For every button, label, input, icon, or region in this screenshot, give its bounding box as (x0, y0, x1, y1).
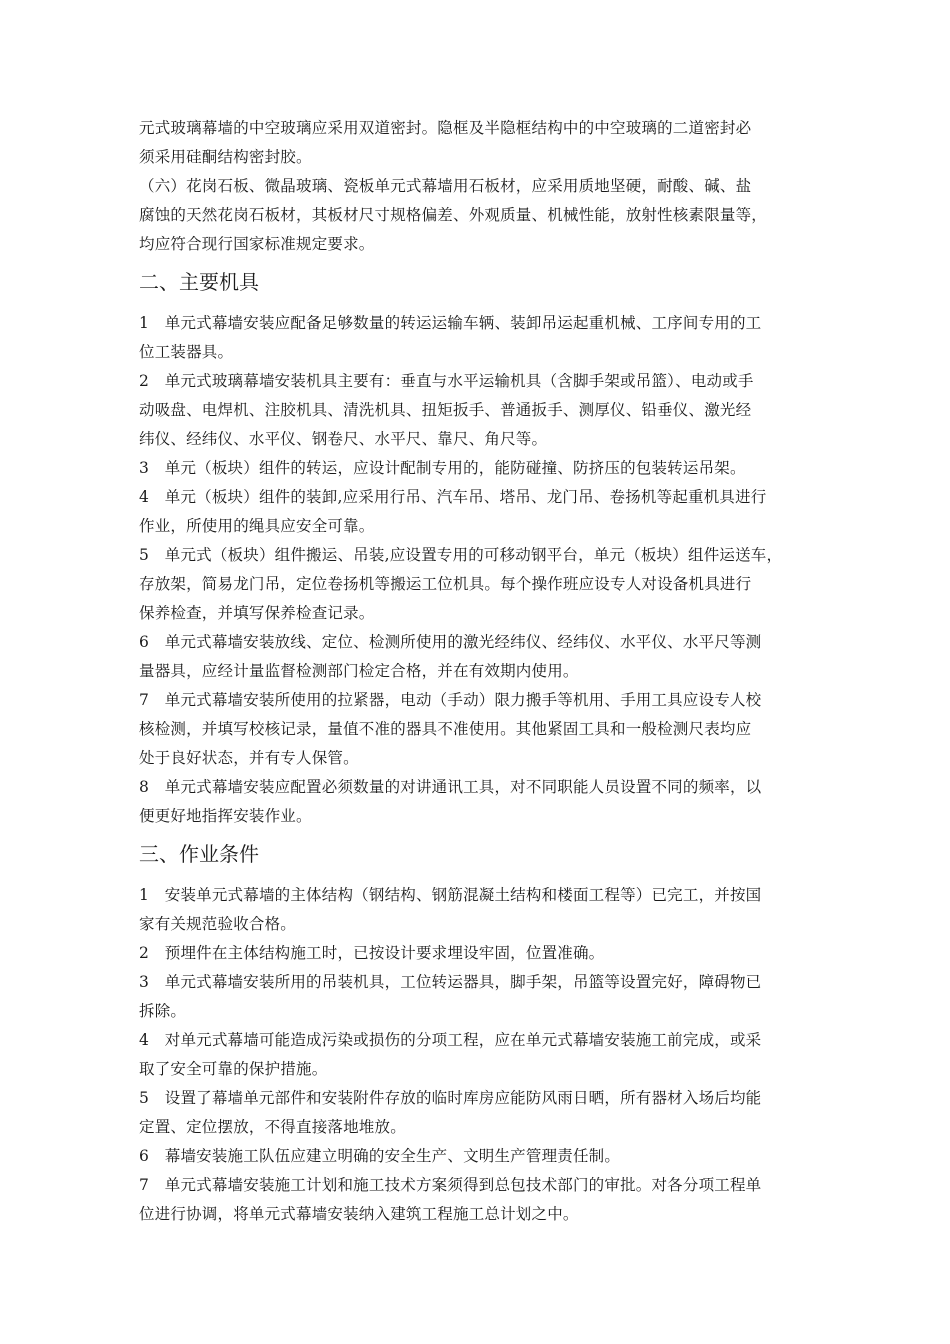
text-line: 动吸盘、电焊机、注胶机具、清洗机具、扭矩扳手、普通扳手、测厚仪、铅垂仪、激光经 (139, 401, 752, 419)
text-line: 作业，所使用的绳具应安全可靠。 (139, 517, 375, 535)
intro-paragraph (139, 114, 829, 259)
section-heading-tools: 二、主要机具 (139, 270, 259, 294)
text-line: 定置、定位摆放，不得直接落地堆放。 (139, 1118, 406, 1136)
text-line: 位工装器具。 (139, 343, 234, 361)
text-line: （六）花岗石板、微晶玻璃、瓷板单元式幕墙用石板材，应采用质地坚硬，耐酸、碱、盐 (139, 177, 752, 195)
text-line: 2 预埋件在主体结构施工时，已按设计要求埋设牢固，位置准确。 (139, 944, 605, 962)
text-line: 保养检查，并填写保养检查记录。 (139, 604, 375, 622)
tools-list (139, 309, 829, 831)
list-item (139, 881, 829, 939)
list-item (139, 454, 829, 483)
list-item (139, 541, 829, 628)
text-line: 7 单元式幕墙安装施工计划和施工技术方案须得到总包技术部门的审批。对各分项工程单 (139, 1176, 762, 1194)
text-line: 拆除。 (139, 1002, 187, 1020)
text-line: 存放架，简易龙门吊，定位卷扬机等搬运工位机具。每个操作班应设专人对设备机具进行 (139, 575, 752, 593)
text-line: 须采用硅酮结构密封胶。 (139, 148, 312, 166)
text-line: 位进行协调，将单元式幕墙安装纳入建筑工程施工总计划之中。 (139, 1205, 579, 1223)
conditions-list (139, 881, 829, 1229)
list-item (139, 1084, 829, 1142)
section-heading-conditions: 三、作业条件 (139, 842, 259, 866)
text-line: 5 单元式（板块）组件搬运、吊装,应设置专用的可移动钢平台，单元（板块）组件运送车， (139, 546, 783, 564)
text-line: 3 单元式幕墙安装所用的吊装机具，工位转运器具，脚手架，吊篮等设置完好，障碍物已 (139, 973, 762, 991)
list-item (139, 483, 829, 541)
text-line: 6 单元式幕墙安装放线、定位、检测所使用的激光经纬仪、经纬仪、水平仪、水平尺等测 (139, 633, 762, 651)
list-item (139, 1142, 829, 1171)
list-item (139, 628, 829, 686)
text-line: 7 单元式幕墙安装所使用的拉紧器，电动（手动）限力搬手等机用、手用工具应设专人校 (139, 691, 762, 709)
text-line: 处于良好状态，并有专人保管。 (139, 749, 359, 767)
list-item (139, 968, 829, 1026)
text-line: 2 单元式玻璃幕墙安装机具主要有：垂直与水平运输机具（含脚手架或吊篮）、电动或手 (139, 372, 754, 390)
text-line: 8 单元式幕墙安装应配置必须数量的对讲通讯工具，对不同职能人员设置不同的频率，以 (139, 778, 762, 796)
text-line: 3 单元（板块）组件的转运，应设计配制专用的，能防碰撞、防挤压的包装转运吊架。 (139, 459, 746, 477)
text-line: 元式玻璃幕墙的中空玻璃应采用双道密封。隐框及半隐框结构中的中空玻璃的二道密封必 (139, 119, 752, 137)
text-line: 1 单元式幕墙安装应配备足够数量的转运运输车辆、装卸吊运起重机械、工序间专用的工 (139, 314, 762, 332)
document-body (139, 114, 829, 1229)
list-item (139, 309, 829, 367)
text-line: 纬仪、经纬仪、水平仪、钢卷尺、水平尺、靠尺、角尺等。 (139, 430, 548, 448)
list-item (139, 1171, 829, 1229)
text-line: 4 对单元式幕墙可能造成污染或损伤的分项工程，应在单元式幕墙安装施工前完成，或采 (139, 1031, 762, 1049)
text-line: 量器具，应经计量监督检测部门检定合格，并在有效期内使用。 (139, 662, 579, 680)
text-line: 取了安全可靠的保护措施。 (139, 1060, 328, 1078)
list-item (139, 367, 829, 454)
text-line: 均应符合现行国家标准规定要求。 (139, 235, 375, 253)
text-line: 6 幕墙安装施工队伍应建立明确的安全生产、文明生产管理责任制。 (139, 1147, 621, 1165)
list-item (139, 773, 829, 831)
text-line: 1 安装单元式幕墙的主体结构（钢结构、钢筋混凝土结构和楼面工程等）已完工，并按国 (139, 886, 762, 904)
text-line: 腐蚀的天然花岗石板材，其板材尺寸规格偏差、外观质量、机械性能，放射性核素限量等， (139, 206, 768, 224)
text-line: 家有关规范验收合格。 (139, 915, 297, 933)
text-line: 便更好地指挥安装作业。 (139, 807, 312, 825)
list-item (139, 686, 829, 773)
list-item (139, 1026, 829, 1084)
text-line: 5 设置了幕墙单元部件和安装附件存放的临时库房应能防风雨日晒，所有器材入场后均能 (139, 1089, 762, 1107)
text-line: 4 单元（板块）组件的装卸,应采用行吊、汽车吊、塔吊、龙门吊、卷扬机等起重机具进行 (139, 488, 767, 506)
text-line: 核检测，并填写校核记录，量值不准的器具不准使用。其他紧固工具和一般检测尺表均应 (139, 720, 752, 738)
list-item (139, 939, 829, 968)
